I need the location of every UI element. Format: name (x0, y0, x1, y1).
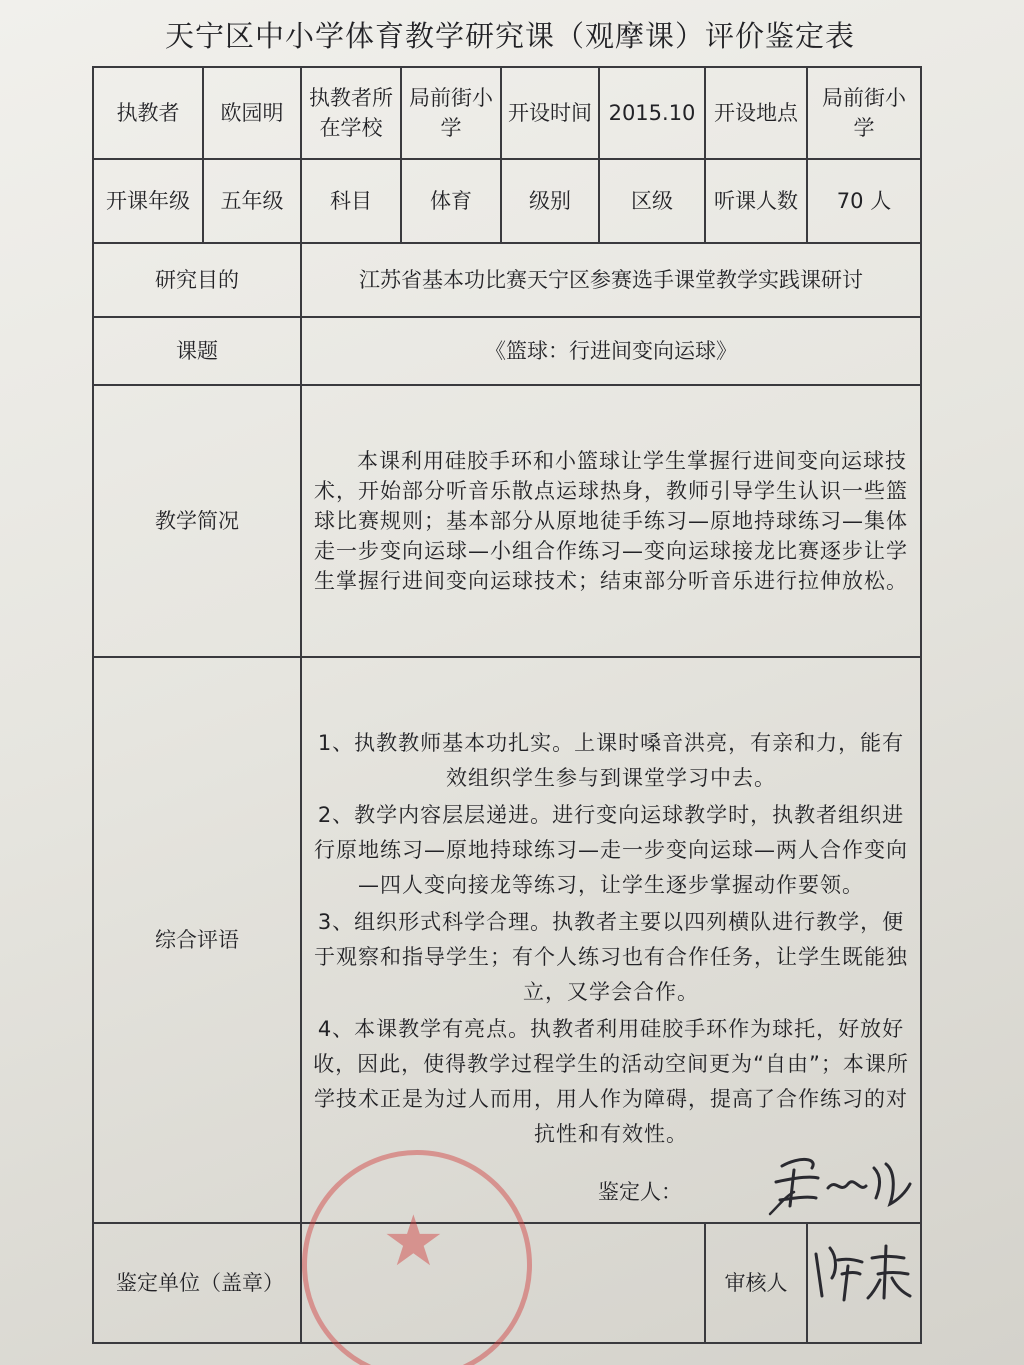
row-topic (93, 317, 921, 385)
unit-label: 鉴定单位（盖章） (93, 1223, 301, 1343)
place-label: 开设地点 (705, 67, 807, 159)
time-label: 开设时间 (501, 67, 599, 159)
evaluation-cell (301, 657, 921, 1223)
evaluation-item: 2、教学内容层层递进。进行变向运球教学时，执教者组织进行原地练习—原地持球练习—走一步变向运球—两人合作变向—四人变向接龙等练习，让学生逐步掌握动作要领。 (314, 803, 908, 897)
level-value: 区级 (599, 159, 705, 243)
school-value: 局前街小学 (401, 67, 501, 159)
audience-label: 听课人数 (705, 159, 807, 243)
row-evaluation (93, 657, 921, 1223)
school-label: 执教者所在学校 (301, 67, 401, 159)
form-title: 天宁区中小学体育教学研究课（观摩课）评价鉴定表 (164, 19, 855, 53)
evaluation-item: 4、本课教学有亮点。执教者利用硅胶手环作为球托，好放好收，因此，使得教学过程学生的活动空间更为“自由”；本课所学技术正是为过人而用，用人作为障碍，提高了合作练习的对抗性和有效性。 (313, 1017, 909, 1146)
evaluation-item: 1、执教教师基本功扎实。上课时嗓音洪亮，有亲和力，能有效组织学生参与到课堂学习中去。 (317, 731, 905, 790)
purpose-value: 江苏省基本功比赛天宁区参赛选手课堂教学实践课研讨 (301, 243, 921, 317)
evaluation-form-table (92, 66, 922, 1344)
summary-cell (301, 385, 921, 657)
reviewer-label: 审核人 (705, 1223, 807, 1343)
teacher-label: 执教者 (93, 67, 203, 159)
reviewer-signature-cell (807, 1223, 921, 1343)
stamp-area (301, 1223, 705, 1343)
time-value: 2015.10 (599, 67, 705, 159)
row-basic-info (93, 67, 921, 159)
topic-value: 《篮球：行进间变向运球》 (301, 317, 921, 385)
place-value: 局前街小学 (807, 67, 921, 159)
row-footer (93, 1223, 921, 1343)
teacher-value: 欧园明 (203, 67, 301, 159)
subject-label: 科目 (301, 159, 401, 243)
seal-star-icon: ★ (382, 1200, 445, 1282)
level-label: 级别 (501, 159, 599, 243)
summary-label: 教学简况 (93, 385, 301, 657)
grade-value: 五年级 (203, 159, 301, 243)
evaluation-label: 综合评语 (93, 657, 301, 1223)
evaluation-item: 3、组织形式科学合理。执教者主要以四列横队进行教学，便于观察和指导学生；有个人练习也有合作任务，让学生既能独立，又学会合作。 (314, 910, 908, 1004)
purpose-label: 研究目的 (93, 243, 301, 317)
subject-value: 体育 (401, 159, 501, 243)
topic-label: 课题 (93, 317, 301, 385)
row-class-info (93, 159, 921, 243)
appraiser-label: 鉴定人： (598, 1180, 682, 1204)
summary-text: 本课利用硅胶手环和小篮球让学生掌握行进间变向运球技术，开始部分听音乐散点运球热身，教师引导学生认识一些篮球比赛规则；基本部分从原地徒手练习—原地持球练习—集体走一步变向运球—小组合作练习—变向运球接龙比赛逐步让学生掌握行进间变向运球技术；结束部分听音乐进行拉伸放松。 (314, 449, 908, 593)
row-purpose (93, 243, 921, 317)
audience-value: 70 人 (807, 159, 921, 243)
row-summary (93, 385, 921, 657)
grade-label: 开课年级 (93, 159, 203, 243)
